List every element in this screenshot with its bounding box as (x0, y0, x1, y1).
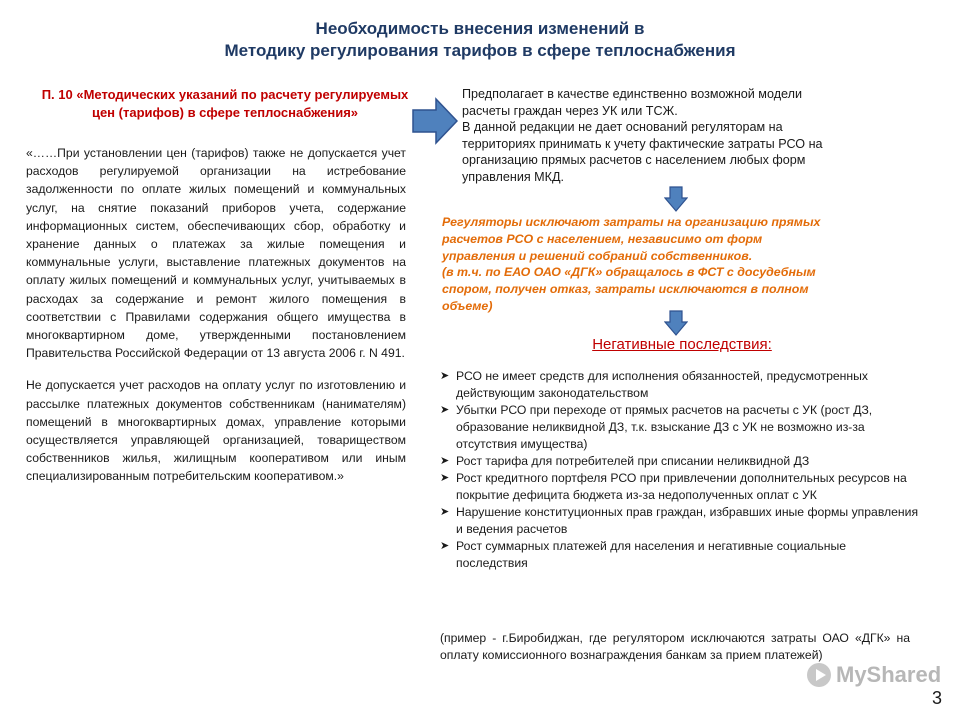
regulators-note (442, 214, 932, 315)
list-item-text: Рост кредитного портфеля РСО при привлечении дополнительных ресурсов на покрытие дефицита бюджета из-за недополученных оплат с УК (456, 471, 907, 502)
consequences-list (440, 368, 920, 572)
arrow-bullet-icon: ➤ (440, 404, 450, 416)
arrow-down-icon (664, 310, 688, 336)
list-item-text: Рост тарифа для потребителей при списании неликвидной ДЗ (456, 454, 810, 468)
slide-title (0, 18, 960, 62)
model-description-line-1: Предполагает в качестве единственно возможной модели (462, 87, 803, 101)
left-quote-paragraph-1: «……При установлении цен (тарифов) также не допускается учет расходов регулируемой организации на истребование задолженности по оплате жилых помещений и коммунальных услуг, на снятие показаний приборов учета, содержание информационных систем, обеспечивающих сбор, обработку и хранение данных о платежах за жилые помещения и коммунальные услуги, выставление платежных документов на оплату жилых помещений и коммунальных услуг, учитываемых в расходах за содержание и ремонт жилого помещения в соответствии с Правилами содержания общего имущества в многоквартирном доме, утвержденными постановлением Правительства Российской Федерации от 13 августа 2006 г. N 491. (26, 146, 406, 361)
example-note: (пример - г.Биробиджан, где регулятором исключаются затраты ОАО «ДГК» на оплату комиссионного вознаграждения банкам за прием платежей) (440, 631, 910, 662)
regulators-note-line-2: расчетов РСО с населением, независимо от форм (442, 231, 763, 246)
arrow-bullet-icon: ➤ (440, 455, 450, 467)
model-description-line-4: территориях принимать к учету фактические затраты РСО на (462, 136, 823, 151)
play-logo-icon (806, 662, 832, 688)
model-description (462, 86, 932, 186)
watermark (806, 662, 941, 688)
list-item (440, 538, 920, 572)
arrow-bullet-icon: ➤ (440, 370, 450, 382)
regulators-note-line-4: (в т.ч. по ЕАО ОАО «ДГК» обращалось в ФСТ с досудебным (442, 265, 816, 280)
model-description-line-2: расчеты граждан через УК или ТСЖ. (462, 103, 678, 118)
left-quote-paragraph-2: Не допускается учет расходов на оплату услуг по изготовлению и рассылке платежных документов собственникам (нанимателям) помещений в многоквартирных домах, управление которыми осуществляется управляющей организацией, товариществом собственников жилья, жилищным кооперативом или иным специализированным потребительским кооперативом.» (26, 378, 406, 484)
arrow-bullet-icon: ➤ (440, 472, 450, 484)
list-item-text: Убытки РСО при переходе от прямых расчетов на расчеты с УК (рост ДЗ, образование неликвидной ДЗ, т.к. взыскание ДЗ с УК не возможно из-за отсутствия имущества) (456, 403, 873, 451)
regulators-note-line-1: Регуляторы исключают затраты на организацию прямых (442, 215, 821, 229)
arrow-right-icon (412, 97, 458, 145)
arrow-bullet-icon: ➤ (440, 540, 450, 552)
list-item-text: Нарушение конституционных прав граждан, избравших иные формы управления и ведения расчетов (456, 505, 919, 536)
slide-title-line-1: Необходимость внесения изменений в (315, 19, 645, 38)
regulators-note-line-5: спором, получен отказ, затраты исключаются в полном (442, 282, 809, 297)
regulators-note-line-3: управления и решений собраний собственников. (442, 248, 753, 263)
list-item (440, 470, 920, 504)
regulators-note-line-6: объеме) (442, 298, 493, 313)
page-number: 3 (931, 688, 942, 708)
negative-consequences-heading: Негативные последствия: (592, 336, 772, 353)
list-item-text: Рост суммарных платежей для населения и негативные социальные последствия (456, 539, 847, 570)
left-heading: П. 10 «Методических указаний по расчету регулируемых цен (тарифов) в сфере теплоснабжения» (41, 87, 409, 120)
list-item (440, 504, 920, 538)
model-description-line-5: организацию прямых расчетов с населением любых форм (462, 153, 806, 168)
list-item (440, 368, 920, 402)
left-quote (26, 144, 406, 500)
model-description-line-3: В данной редакции не дает оснований регуляторам на (462, 120, 783, 135)
model-description-line-6: управления МКД. (462, 169, 565, 184)
watermark-text: MyShared (836, 662, 942, 687)
arrow-bullet-icon: ➤ (440, 506, 450, 518)
list-item-text: РСО не имеет средств для исполнения обязанностей, предусмотренных действующим законодательством (456, 369, 868, 400)
slide-title-line-2: Методику регулирования тарифов в сфере теплоснабжения (224, 41, 736, 60)
list-item (440, 453, 920, 470)
list-item (440, 402, 920, 453)
arrow-down-icon (664, 186, 688, 212)
